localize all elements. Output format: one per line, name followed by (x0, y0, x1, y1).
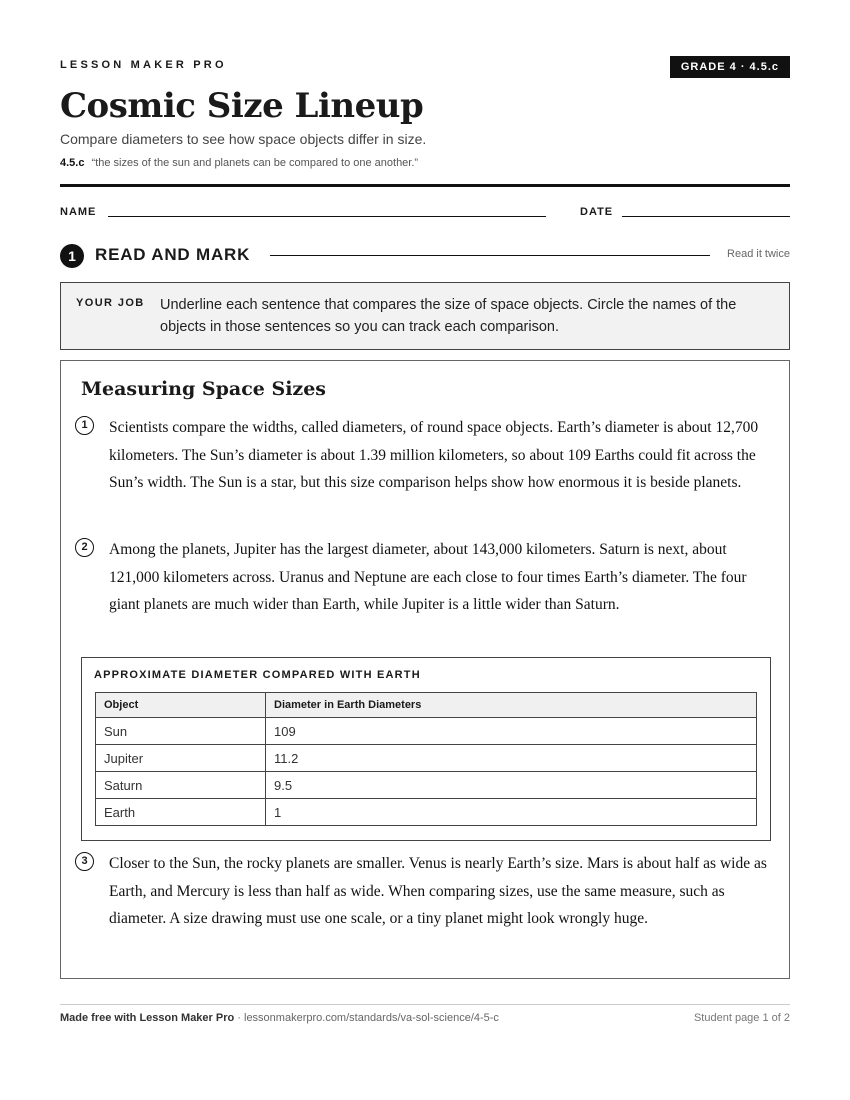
table-row (96, 772, 757, 799)
table-row (96, 745, 757, 772)
job-text: Underline each sentence that compares the size of space objects. Circle the names of the objects in those sentences so you can track each comparison. (160, 297, 737, 335)
date-label: DATE (580, 206, 614, 218)
reading-title: Measuring Space Sizes (81, 378, 326, 400)
top-bar (60, 56, 790, 80)
paragraph-number: 1 (75, 416, 94, 435)
header-divider (60, 184, 790, 187)
page-subtitle: Compare diameters to see how space objects differ in size. (60, 131, 427, 147)
table-cell: 109 (266, 718, 757, 745)
standard-line (60, 157, 418, 169)
grade-badge: GRADE 4 · 4.5.c (670, 56, 790, 78)
footer-divider (60, 1004, 790, 1005)
table-row (96, 718, 757, 745)
section-divider (270, 255, 710, 256)
diameter-table (95, 692, 757, 826)
student-fields (60, 204, 790, 222)
brand-name: LESSON MAKER PRO (60, 59, 227, 71)
paragraph-2 (75, 536, 775, 619)
name-field[interactable] (108, 216, 546, 217)
paragraph-text: Closer to the Sun, the rocky planets are smaller. Venus is nearly Earth’s size. Mars is about half as wide as Earth, and Mercury is less than half as wide. When comparing sizes, use the same measure, such as diameter. A size drawing must use one scale, or a tiny planet might look wrongly huge. (109, 855, 767, 927)
section-title: READ AND MARK (95, 245, 251, 264)
table-header-row (96, 693, 757, 718)
name-label: NAME (60, 206, 97, 218)
footer-page-number: Student page 1 of 2 (693, 1012, 790, 1024)
footer-url: lessonmakerpro.com/standards/va-sol-science/4-5-c (244, 1012, 499, 1024)
paragraph-text: Among the planets, Jupiter has the largest diameter, about 143,000 kilometers. Saturn is next, about 121,000 kilometers across. Uranus and Neptune are each close to four times Earth’s diameter. The four giant planets are much wider than Earth, while Jupiter is a little wider than Saturn. (109, 541, 747, 613)
paragraph-3 (75, 850, 775, 933)
standard-code: 4.5.c (60, 157, 85, 169)
page-title: Cosmic Size Lineup (60, 86, 424, 126)
table-row (96, 799, 757, 826)
table-cell: Earth (96, 799, 266, 826)
paragraph-number: 2 (75, 538, 94, 557)
table-header-cell: Diameter in Earth Diameters (266, 693, 757, 718)
section-number-badge: 1 (60, 244, 84, 268)
table-header-cell: Object (96, 693, 266, 718)
paragraph-1 (75, 414, 775, 497)
footer-separator: · (234, 1012, 244, 1024)
job-instructions-box (60, 282, 790, 350)
date-field[interactable] (622, 216, 790, 217)
footer-credit (60, 1012, 499, 1024)
section-note: Read it twice (727, 248, 790, 260)
table-cell: Saturn (96, 772, 266, 799)
diameter-table-box (81, 657, 771, 841)
paragraph-text: Scientists compare the widths, called diameters, of round space objects. Earth’s diameter is about 12,700 kilometers. The Sun’s diameter is about 1.39 million kilometers, so about 109 Earths could fit across the Sun’s width. The Sun is a star, but this size comparison helps show how enormous it is beside planets. (109, 419, 759, 491)
paragraph-number: 3 (75, 852, 94, 871)
table-caption: APPROXIMATE DIAMETER COMPARED WITH EARTH (94, 669, 421, 681)
table-cell: 11.2 (266, 745, 757, 772)
section-header (60, 244, 790, 268)
reading-passage (60, 360, 790, 979)
job-label: YOUR JOB (76, 297, 145, 309)
table-cell: Jupiter (96, 745, 266, 772)
standard-text: “the sizes of the sun and planets can be compared to one another.” (91, 157, 419, 169)
table-cell: Sun (96, 718, 266, 745)
table-cell: 9.5 (266, 772, 757, 799)
table-cell: 1 (266, 799, 757, 826)
footer-made-with: Made free with Lesson Maker Pro (60, 1012, 235, 1024)
